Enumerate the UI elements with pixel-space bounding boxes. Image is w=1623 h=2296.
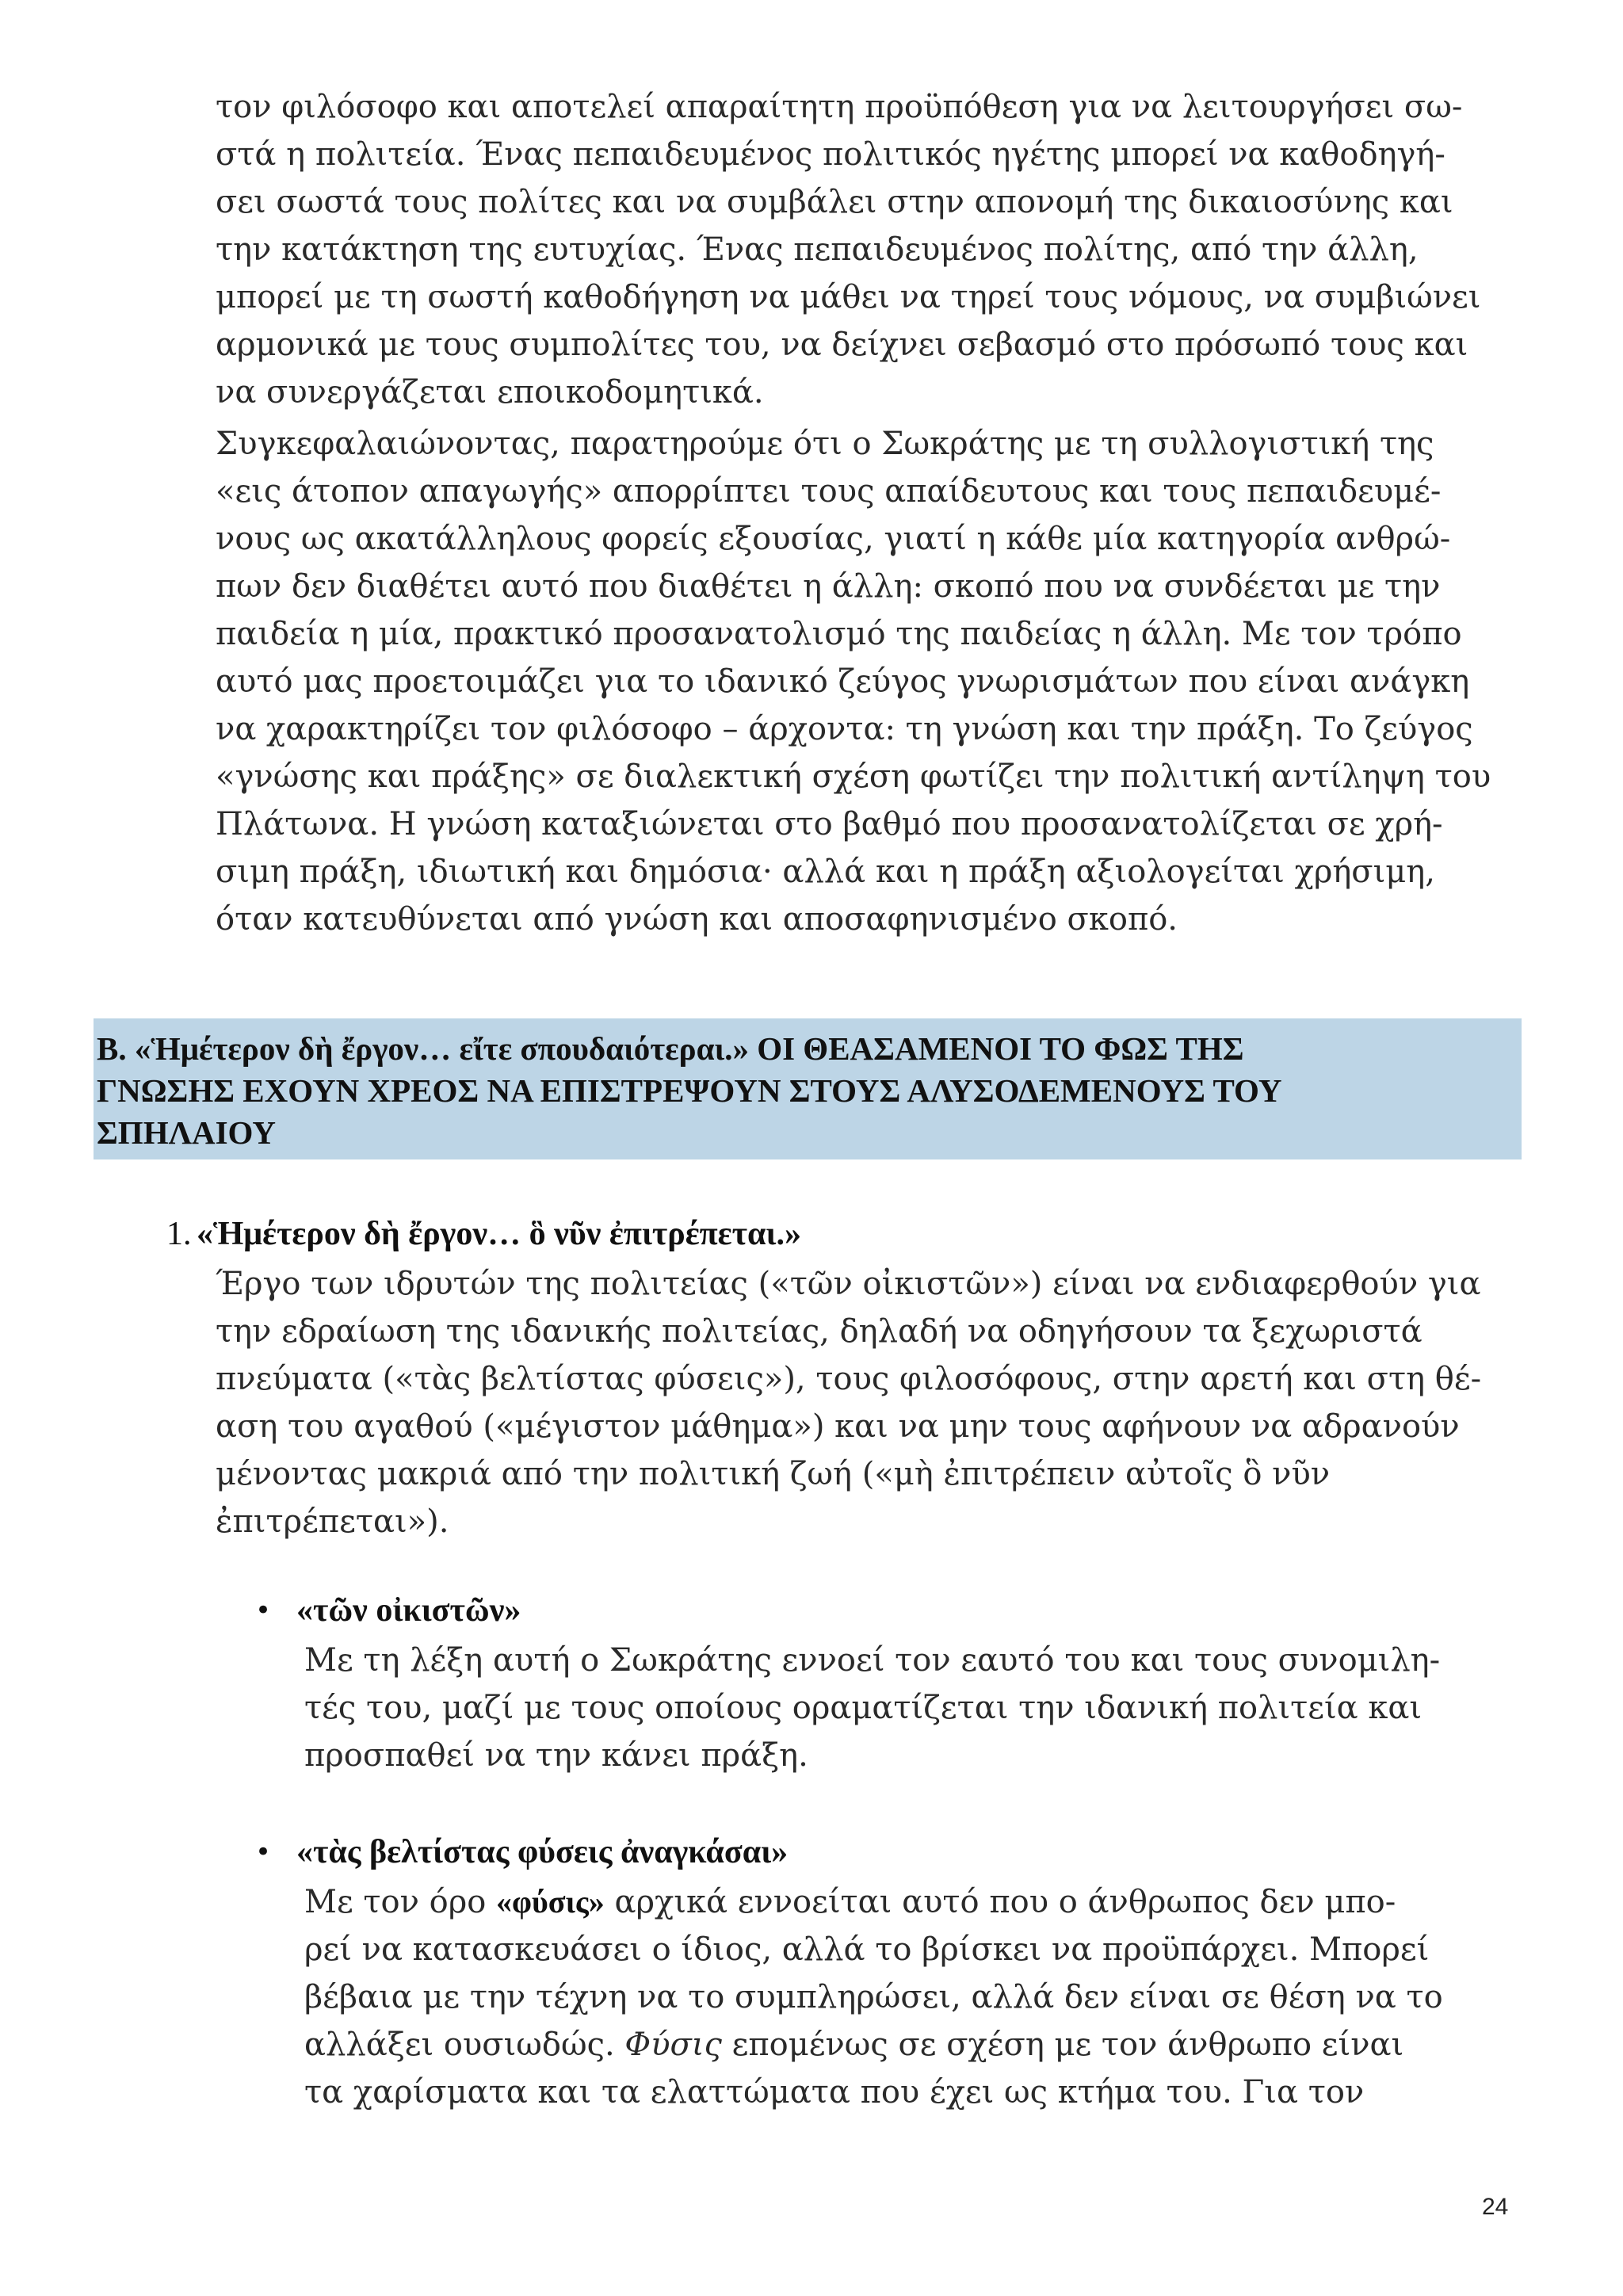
text-line: τα χαρίσματα και τα ελαττώματα που έχει ως κτήμα του. Για τον [304, 2074, 1365, 2111]
text-line: ρεί να κατασκευάσει ο ίδιος, αλλά το βρίσκει να προϋπάρχει. Μπορεί [304, 1931, 1430, 1968]
text-line [304, 2021, 1541, 2069]
heading-line: ΣΠΗΛΑΙΟΥ [97, 1114, 276, 1151]
text-line [304, 1878, 1541, 1926]
text-run: επομένως σε σχέση με τον άνθρωπο είναι [721, 2027, 1404, 2063]
text-line: σιμη πράξη, ιδιωτική και δημόσια· αλλά και η πράξη αξιολογείται χρήσιμη, [216, 854, 1435, 890]
text-run: αλλάξει ουσιωδώς. [304, 2027, 625, 2063]
text-line: παιδεία η μία, πρακτικό προσανατολισμό της παιδείας η άλλη. Με τον τρόπο [216, 616, 1462, 652]
item1-paragraph [216, 1260, 1531, 1545]
text-line: βέβαια με την τέχνη να το συμπληρώσει, αλλά δεν είναι σε θέση να το [304, 1979, 1443, 2015]
text-line: πνεύματα («τὰς βελτίστας φύσεις»), τους φιλοσόφους, στην αρετή και στη θέ- [216, 1361, 1482, 1397]
text-line: τές του, μαζί με τους οποίους οραματίζεται την ιδανική πολιτεία και [304, 1690, 1423, 1726]
text-line: αση του αγαθού («μέγιστον μάθημα») και να μην τους αφήνουν να αδρανούν [216, 1408, 1460, 1445]
bullet-marker: • [255, 1836, 272, 1868]
text-line: σει σωστά τους πολίτες και να συμβάλει στην απονομή της δικαιοσύνης και [216, 184, 1453, 220]
heading-line: ΓΝΩΣΗΣ ΕΧΟΥΝ ΧΡΕΟΣ ΝΑ ΕΠΙΣΤΡΕΨΟΥΝ ΣΤΟΥΣ ΑΛΥΣΟΔΕΜΕΝΟΥΣ ΤΟΥ [97, 1072, 1282, 1109]
intro-paragraph [216, 83, 1531, 416]
summary-paragraph [216, 420, 1531, 943]
page-number: 24 [1482, 2194, 1509, 2220]
text-run: αρχικά εννοείται αυτό που ο άνθρωπος δεν μπο- [604, 1884, 1396, 1920]
bullet-title: «τῶν οἰκιστῶν» [296, 1592, 521, 1629]
text-line: όταν κατευθύνεται από γνώση και αποσαφηνισμένο σκοπό. [216, 901, 1178, 938]
section-heading [94, 1018, 1522, 1159]
text-line: Πλάτωνα. Η γνώση καταξιώνεται στο βαθμό που προσανατολίζεται σε χρή- [216, 806, 1443, 842]
text-line: την κατάκτηση της ευτυχίας. Ένας πεπαιδευμένος πολίτης, από την άλλη, [216, 231, 1419, 268]
text-line: ἐπιτρέπεται»). [216, 1503, 449, 1540]
bold-term: «φύσις» [496, 1884, 605, 1920]
text-line: πων δεν διαθέτει αυτό που διαθέτει η άλλη: σκοπό που να συνδέεται με την [216, 568, 1441, 605]
text-line: προσπαθεί να την κάνει πράξη. [304, 1737, 808, 1774]
text-line: μένοντας μακριά από την πολιτική ζωή («μὴ ἐπιτρέπειν αὐτοῖς ὃ νῦν [216, 1456, 1331, 1492]
bullet-marker: • [255, 1595, 272, 1626]
heading-line: Β. «Ἡμέτερον δὴ ἔργον… εἴτε σπουδαιότεραι.» ΟΙ ΘΕΑΣΑΜΕΝΟΙ ΤΟ ΦΩΣ ΤΗΣ [97, 1030, 1244, 1067]
text-line: μπορεί με τη σωστή καθοδήγηση να μάθει να τηρεί τους νόμους, να συμβιώνει [216, 279, 1481, 315]
text-line: νους ως ακατάλληλους φορείς εξουσίας, γιατί η κάθε μία κατηγορία ανθρώ- [216, 521, 1451, 557]
text-line: αρμονικά με τους συμπολίτες του, να δείχνει σεβασμό στο πρόσωπό τους και [216, 327, 1468, 363]
text-line: Έργο των ιδρυτών της πολιτείας («τῶν οἰκιστῶν») είναι να ενδιαφερθούν για [216, 1266, 1481, 1302]
bullet2-paragraph [304, 1878, 1541, 2116]
text-line: αυτό μας προετοιμάζει για το ιδανικό ζεύγος γνωρισμάτων που είναι ανάγκη [216, 663, 1470, 700]
bullet-title: «τὰς βελτίστας φύσεις ἀναγκάσαι» [296, 1834, 789, 1870]
bullet1-paragraph [304, 1637, 1541, 1779]
italic-term: Φύσις [624, 2027, 722, 2063]
text-line: τον φιλόσοφο και αποτελεί απαραίτητη προϋπόθεση για να λειτουργήσει σω- [216, 89, 1463, 125]
text-line: Με τη λέξη αυτή ο Σωκράτης εννοεί τον εαυτό του και τους συνομιλη- [304, 1642, 1441, 1679]
text-line: «γνώσης και πράξης» σε διαλεκτική σχέση φωτίζει την πολιτική αντίληψη του [216, 758, 1491, 795]
item-number: 1. [166, 1216, 192, 1252]
text-line: «εις άτοπον απαγωγής» απορρίπτει τους απαίδευτους και τους πεπαιδευμέ- [216, 473, 1442, 510]
text-line: Συγκεφαλαιώνοντας, παρατηρούμε ότι ο Σωκράτης με τη συλλογιστική της [216, 426, 1434, 462]
text-line: στά η πολιτεία. Ένας πεπαιδευμένος πολιτικός ηγέτης μπορεί να καθοδηγή- [216, 136, 1445, 173]
text-line: να συνεργάζεται εποικοδομητικά. [216, 374, 764, 411]
text-line: την εδραίωση της ιδανικής πολιτείας, δηλαδή να οδηγήσουν τα ξεχωριστά [216, 1313, 1423, 1350]
text-line: να χαρακτηρίζει τον φιλόσοφο – άρχοντα: τη γνώση και την πράξη. Το ζεύγος [216, 711, 1473, 747]
text-run: Με τον όρο [304, 1884, 497, 1920]
item-title: «Ἡμέτερον δὴ ἔργον… ὃ νῦν ἐπιτρέπεται.» [197, 1216, 801, 1252]
